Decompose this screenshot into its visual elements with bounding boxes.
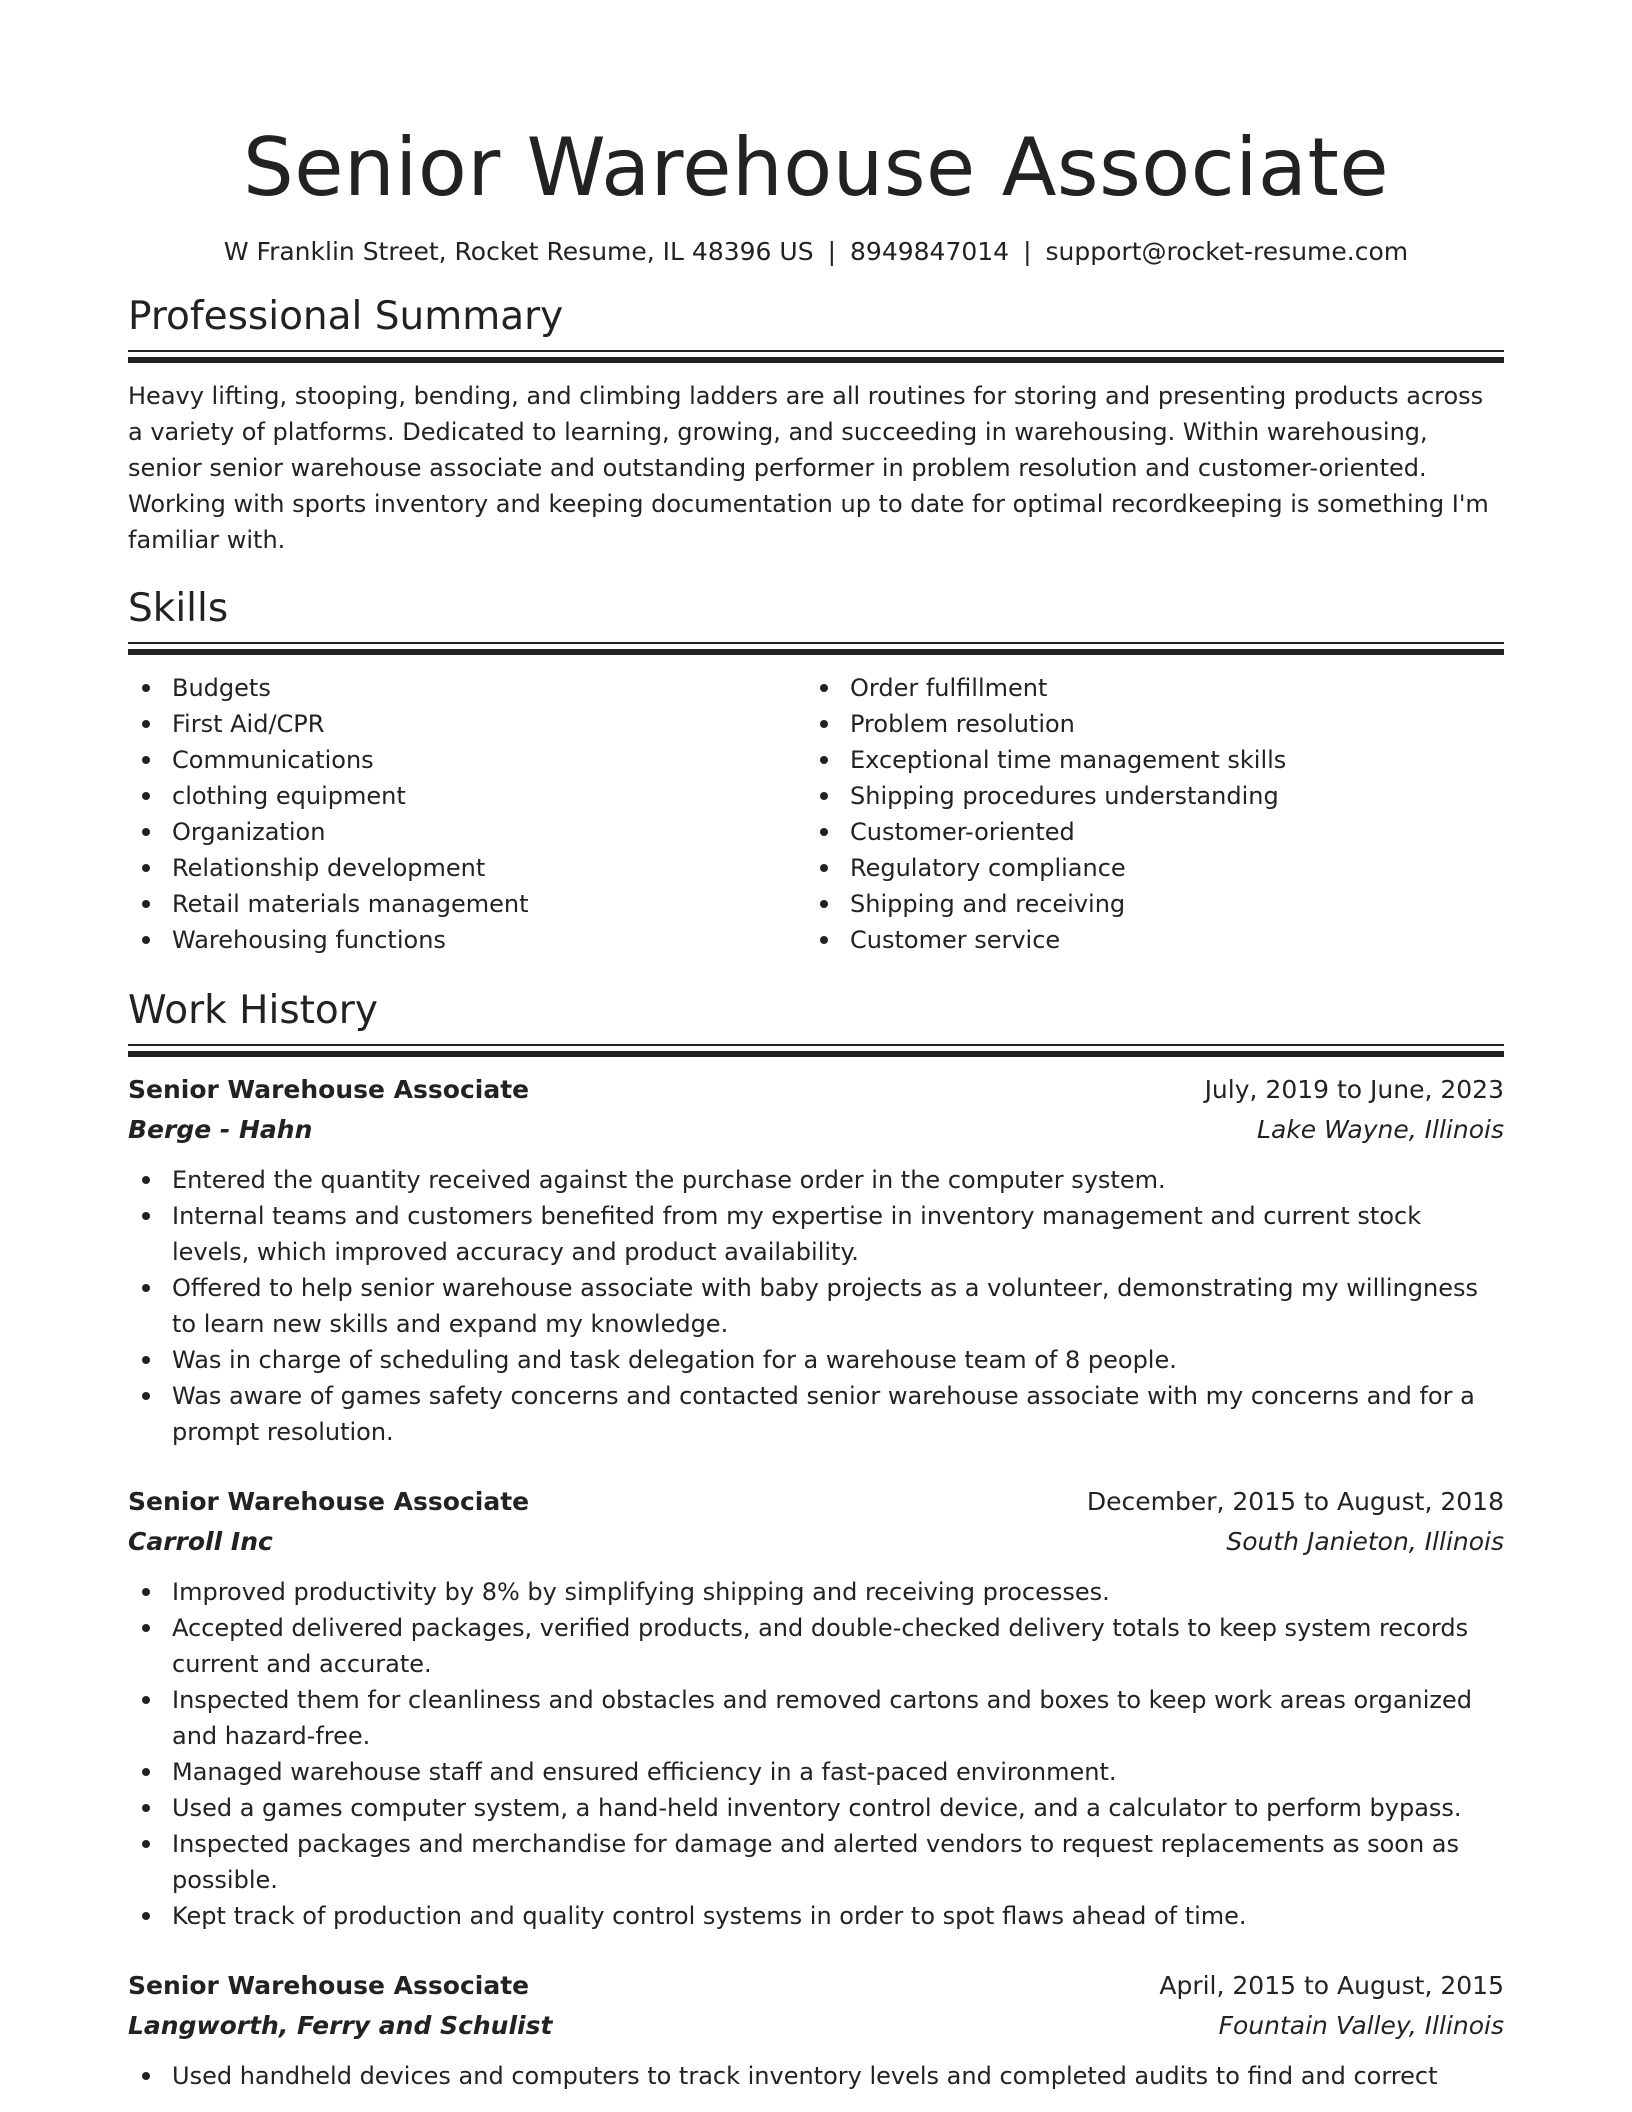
job-company-row	[128, 1522, 1504, 1562]
section-heading: Work History	[128, 988, 378, 1033]
section-divider	[128, 1044, 1504, 1058]
job-bullets	[128, 2058, 1504, 2094]
job-dates: July, 2019 to June, 2023	[1204, 1075, 1504, 1104]
job-company: Langworth, Ferry and Schulist	[128, 2011, 553, 2040]
job-bullet: Managed warehouse staff and ensured efficiency in a fast-paced environment.	[128, 1754, 1504, 1790]
work-history-section	[128, 986, 1504, 2094]
contact-separator: |	[1023, 237, 1032, 266]
skills-list-right	[806, 670, 1484, 958]
job-title: Senior Warehouse Associate	[128, 1075, 530, 1104]
skill-item: clothing equipment	[128, 778, 806, 814]
contact-phone: 8949847014	[850, 237, 1010, 266]
job-location: South Janieton, Illinois	[1226, 1527, 1504, 1556]
job-bullet: Offered to help senior warehouse associate with baby projects as a volunteer, demonstrating my willingness to learn new skills and expand my knowledge.	[128, 1270, 1504, 1342]
job-company: Carroll Inc	[128, 1527, 273, 1556]
job-bullet: Kept track of production and quality control systems in order to spot flaws ahead of time.	[128, 1898, 1504, 1934]
job-dates: December, 2015 to August, 2018	[1086, 1487, 1504, 1516]
job-location: Lake Wayne, Illinois	[1257, 1115, 1504, 1144]
job-bullets	[128, 1162, 1504, 1450]
skill-item: Budgets	[128, 670, 806, 706]
job-bullet: Was in charge of scheduling and task delegation for a warehouse team of 8 people.	[128, 1342, 1504, 1378]
contact-line	[128, 236, 1504, 268]
skill-item: Communications	[128, 742, 806, 778]
skills-grid	[128, 670, 1504, 958]
summary-section	[128, 292, 1504, 558]
job-bullet: Accepted delivered packages, verified products, and double-checked delivery totals to keep system records current and accurate.	[128, 1610, 1504, 1682]
contact-email: support@rocket-resume.com	[1045, 237, 1409, 266]
job-bullet: Inspected them for cleanliness and obstacles and removed cartons and boxes to keep work areas organized and hazard-free.	[128, 1682, 1504, 1754]
skills-list-left	[128, 670, 806, 958]
skill-item: Problem resolution	[806, 706, 1484, 742]
job-bullet: Inspected packages and merchandise for damage and alerted vendors to request replacements as soon as possible.	[128, 1826, 1504, 1898]
section-divider	[128, 350, 1504, 364]
contact-address: W Franklin Street, Rocket Resume, IL 48396 US	[223, 237, 814, 266]
contact-separator: |	[827, 237, 837, 266]
summary-text: Heavy lifting, stooping, bending, and climbing ladders are all routines for storing and presenting products across a variety of platforms. Dedicated to learning, growing, and succeeding in warehousing. Within warehousing, senior senior warehouse associate and outstanding performer in problem resolution and customer-oriented. Working with sports inventory and keeping documentation up to date for optimal recordkeeping is something I'm familiar with.	[128, 382, 1489, 554]
skill-item: Relationship development	[128, 850, 806, 886]
job-bullet: Used handheld devices and computers to track inventory levels and completed audits to find and correct	[128, 2058, 1504, 2094]
skill-item: Shipping procedures understanding	[806, 778, 1484, 814]
section-heading: Skills	[128, 586, 229, 631]
section-divider	[128, 642, 1504, 656]
skill-item: Regulatory compliance	[806, 850, 1484, 886]
job-entry	[128, 1482, 1504, 1934]
skill-item: Organization	[128, 814, 806, 850]
job-bullets	[128, 1574, 1504, 1934]
job-bullet: Internal teams and customers benefited from my expertise in inventory management and current stock levels, which improved accuracy and product availability.	[128, 1198, 1504, 1270]
job-dates: April, 2015 to August, 2015	[1159, 1971, 1504, 2000]
job-title: Senior Warehouse Associate	[128, 1971, 530, 2000]
resume-title: Senior Warehouse Associate	[242, 121, 1390, 214]
section-heading: Professional Summary	[128, 294, 564, 339]
job-bullet: Used a games computer system, a hand-held inventory control device, and a calculator to perform bypass.	[128, 1790, 1504, 1826]
skills-section	[128, 584, 1504, 958]
job-header-row	[128, 1070, 1504, 1110]
job-entry	[128, 1070, 1504, 1450]
skill-item: Retail materials management	[128, 886, 806, 922]
skill-item: Customer service	[806, 922, 1484, 958]
job-header-row	[128, 1482, 1504, 1522]
job-bullet: Was aware of games safety concerns and contacted senior warehouse associate with my concerns and for a prompt resolution.	[128, 1378, 1504, 1450]
resume-page	[128, 0, 1504, 2094]
skill-item: Order fulfillment	[806, 670, 1484, 706]
job-company: Berge - Hahn	[128, 1115, 313, 1144]
job-entry	[128, 1966, 1504, 2094]
skill-item: Shipping and receiving	[806, 886, 1484, 922]
job-title: Senior Warehouse Associate	[128, 1487, 530, 1516]
job-bullet: Improved productivity by 8% by simplifying shipping and receiving processes.	[128, 1574, 1504, 1610]
job-company-row	[128, 1110, 1504, 1150]
job-bullet: Entered the quantity received against the purchase order in the computer system.	[128, 1162, 1504, 1198]
job-location: Fountain Valley, Illinois	[1218, 2011, 1504, 2040]
skill-item: Exceptional time management skills	[806, 742, 1484, 778]
job-company-row	[128, 2006, 1504, 2046]
skill-item: First Aid/CPR	[128, 706, 806, 742]
skill-item: Customer-oriented	[806, 814, 1484, 850]
skill-item: Warehousing functions	[128, 922, 806, 958]
job-header-row	[128, 1966, 1504, 2006]
